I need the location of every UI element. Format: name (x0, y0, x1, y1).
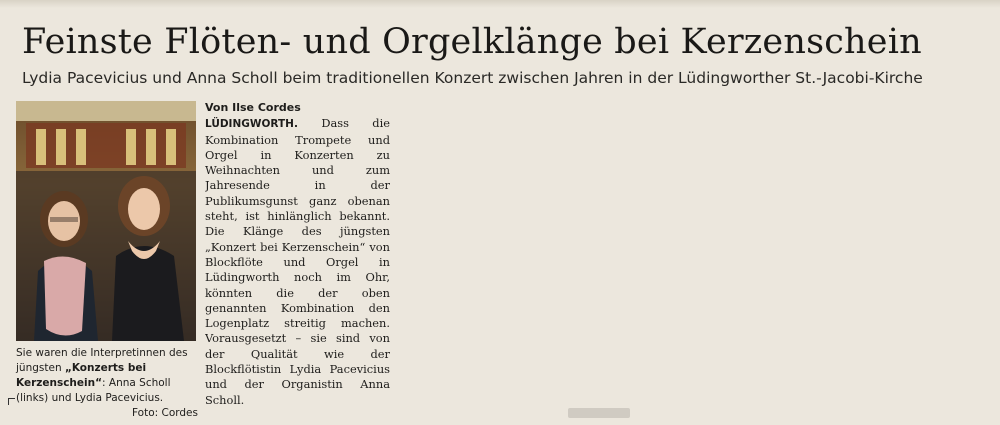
print-smudge (568, 408, 630, 418)
dateline: LÜDINGWORTH. (205, 118, 298, 131)
crop-mark (8, 398, 15, 405)
photo-credit: Foto: Cordes (132, 407, 198, 419)
article-column-1 (205, 100, 390, 420)
photo-illustration (16, 101, 196, 341)
caption-bold: „Konzerts bei Kerzenschein“ (16, 362, 147, 389)
byline: Von Ilse Cordes (205, 101, 301, 114)
page-top-strip (0, 0, 1000, 8)
article-column-2 (401, 100, 591, 420)
paragraph-1 (205, 116, 390, 408)
subheadline: Lydia Pacevicius und Anna Scholl beim traditionellen Konzert zwischen Jahren in der Lüdingworther St.-Jacobi-Kirche (22, 69, 923, 87)
article-column-3 (603, 100, 791, 420)
photo-caption (16, 346, 198, 421)
headline: Feinste Flöten- und Orgelklänge bei Kerzenschein (22, 22, 922, 62)
article-photo (16, 101, 196, 341)
caption-text-end: : Anna Scholl (links) und Lydia Pacevicius. (16, 377, 171, 404)
article-column-4 (804, 100, 987, 420)
paragraph-1-text: Dass die Kombination Trompete und Orgel in Konzerten zu Weihnachten und zum Jahresende in der Publikumsgunst ganz obenan steht, ist hinlänglich bekannt. Die Klänge des jüngsten „Konzert bei Kerzenschein“ von Blockflöte und Orgel in Lüdingworth noch im Ohr, könnten die der oben genannten Kombination den Logenplatz streitig machen. Vorausgesetzt – sie sind von der Qualität wie der Blockflötistin Lydia Pacevicius und der Organistin Anna Scholl. (205, 116, 390, 407)
caption-text: Sie waren die Interpretinnen des jüngsten (16, 347, 188, 374)
